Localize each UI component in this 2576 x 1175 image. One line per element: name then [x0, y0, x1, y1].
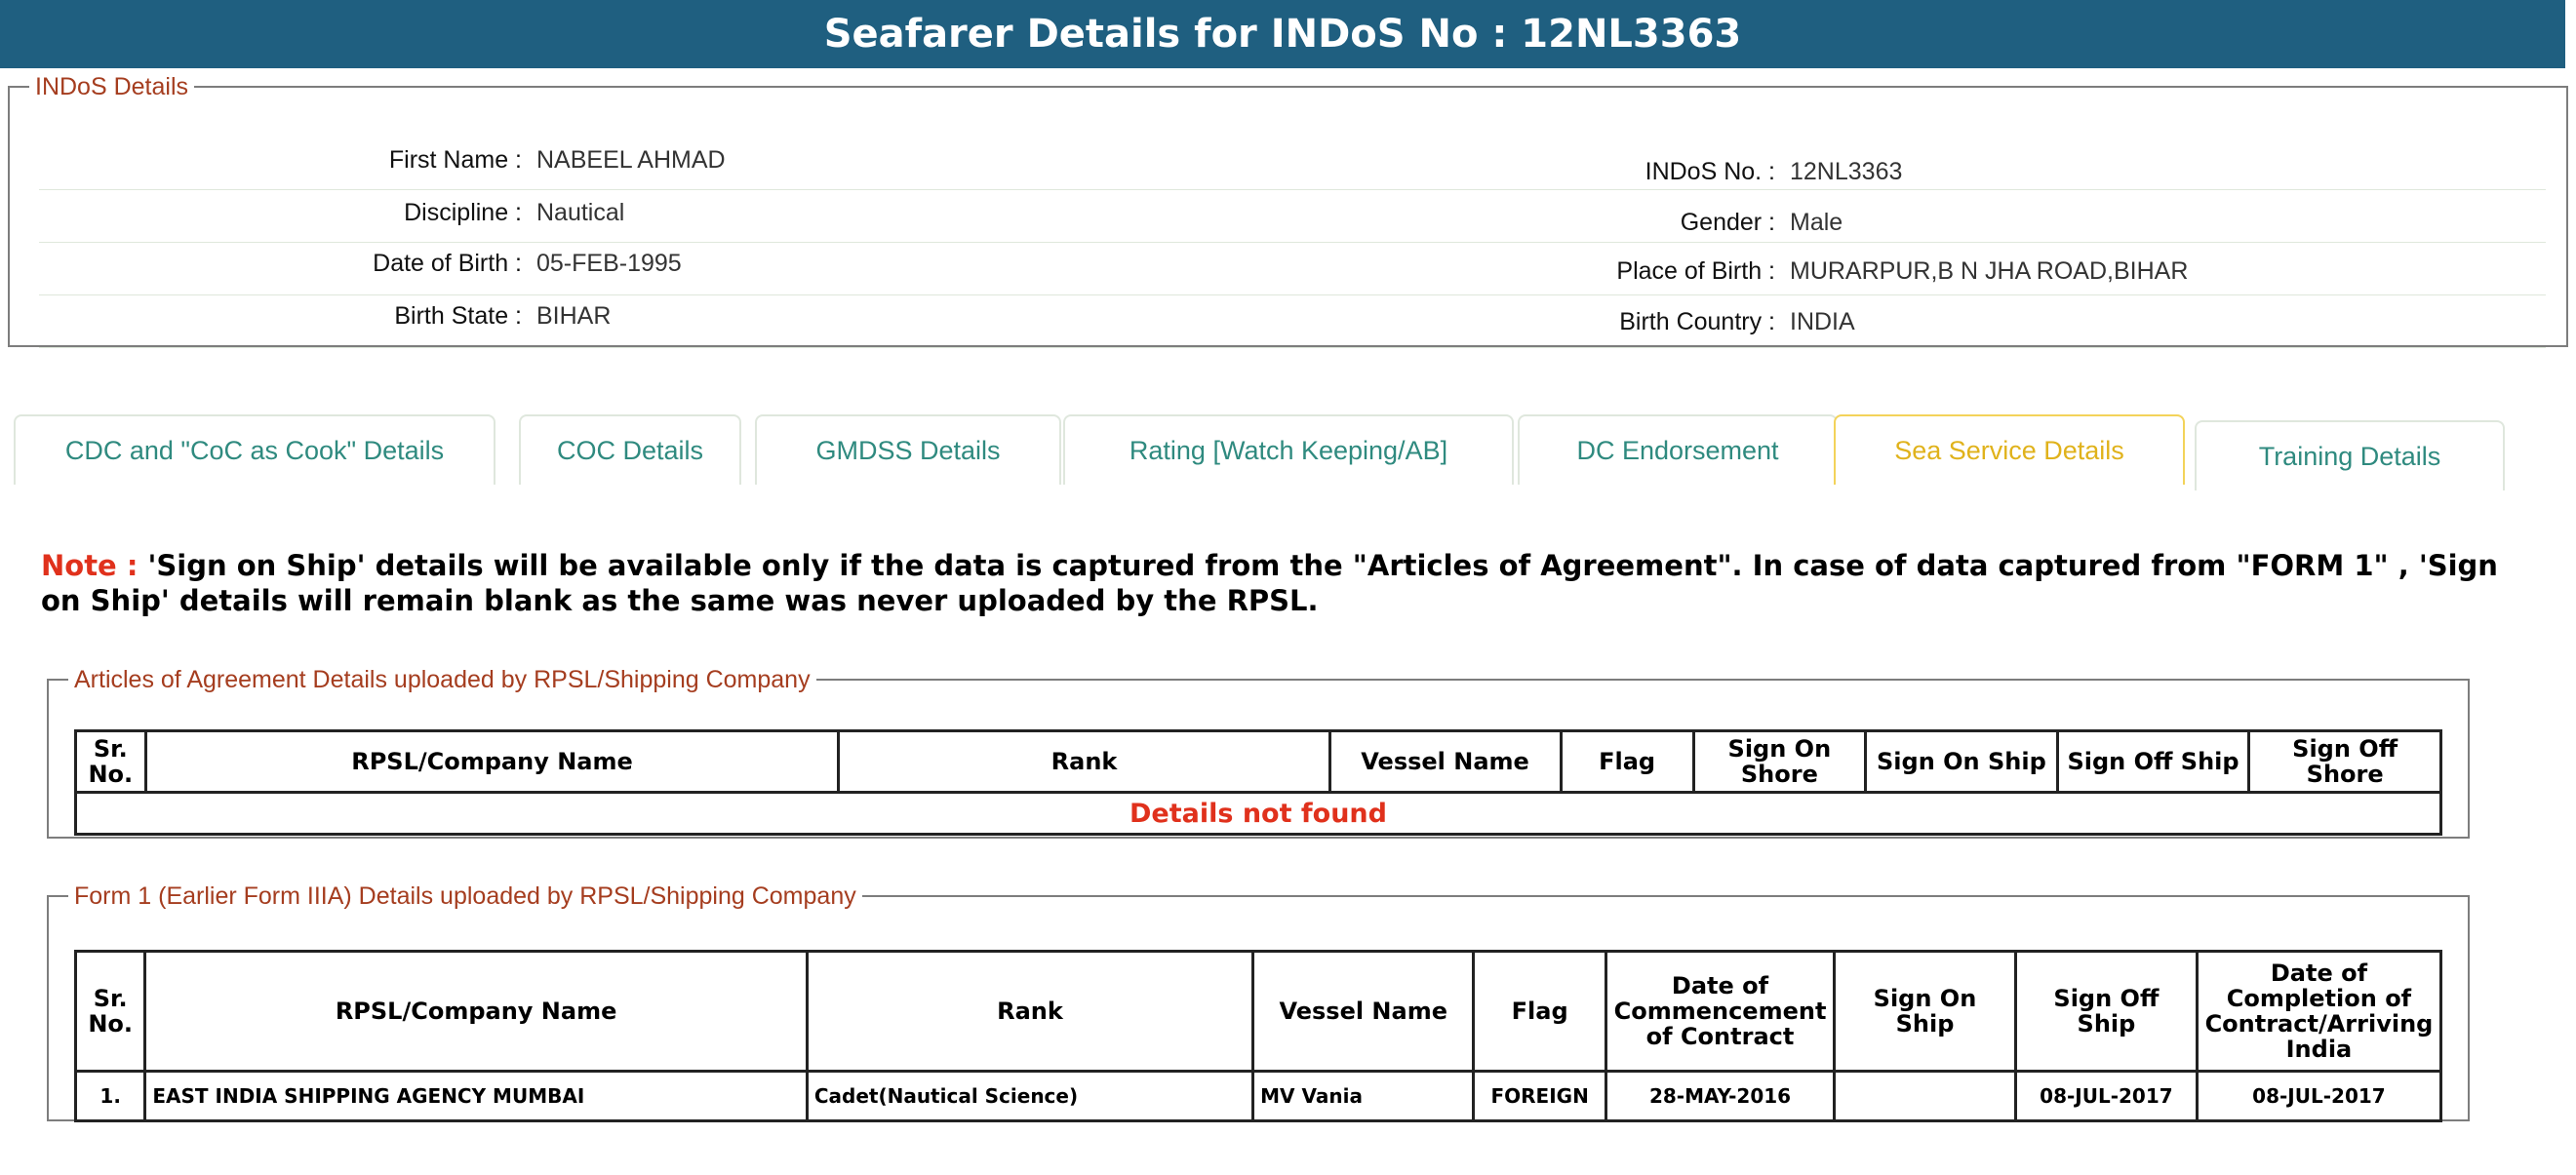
dob-value: 05-FEB-1995 [536, 250, 682, 277]
col-date-of-commencement: Date of Commencement of Contract [1606, 952, 1835, 1072]
birth-country-value: INDIA [1790, 308, 1855, 335]
col-company-name: RPSL/Company Name [145, 952, 807, 1072]
tab-cdc-details[interactable]: CDC and "CoC as Cook" Details [14, 414, 495, 485]
col-flag: Flag [1474, 952, 1606, 1072]
completion-date-cell: 08-JUL-2017 [2197, 1072, 2440, 1121]
first-name-value: NABEEL AHMAD [536, 146, 726, 174]
articles-header-row [76, 731, 2441, 793]
articles-legend: Articles of Agreement Details uploaded by RPSL/Shipping Company [74, 666, 811, 693]
col-sign-off-ship: Sign Off Ship [2057, 731, 2249, 793]
tab-rating-watch-keeping[interactable]: Rating [Watch Keeping/AB] [1063, 414, 1514, 485]
col-rank: Rank [807, 952, 1252, 1072]
gender-value: Male [1790, 209, 1843, 236]
flag-cell: FOREIGN [1474, 1072, 1606, 1121]
indos-no-label: INDoS No. : [1645, 158, 1775, 185]
articles-of-agreement-panel [47, 665, 2470, 839]
indos-no-value: 12NL3363 [1790, 158, 1903, 185]
detail-row [39, 244, 2546, 295]
indos-details-legend: INDoS Details [35, 73, 188, 100]
tab-gmdss-details[interactable]: GMDSS Details [755, 414, 1061, 485]
col-vessel-name: Vessel Name [1253, 952, 1474, 1072]
commencement-date-cell: 28-MAY-2016 [1606, 1072, 1835, 1121]
col-flag: Flag [1561, 731, 1693, 793]
page-title: Seafarer Details for INDoS No : 12NL3363 [0, 0, 2565, 68]
first-name-label: First Name : [388, 146, 522, 174]
details-not-found-message: Details not found [76, 793, 2441, 835]
tab-training-details[interactable]: Training Details [2195, 420, 2505, 490]
detail-row [39, 191, 2546, 243]
col-sr-no: Sr. No. [76, 952, 145, 1072]
discipline-value: Nautical [536, 199, 625, 226]
details-tabs [14, 414, 2569, 492]
tab-dc-endorsement[interactable]: DC Endorsement [1518, 414, 1838, 485]
table-row [76, 1072, 2441, 1121]
col-sign-on-shore: Sign On Shore [1693, 731, 1865, 793]
place-of-birth-label: Place of Birth : [1616, 257, 1775, 285]
form1-panel [47, 881, 2470, 1121]
col-sign-off-shore: Sign Off Shore [2249, 731, 2441, 793]
tab-sea-service-details[interactable]: Sea Service Details [1834, 414, 2185, 485]
form1-header-row [76, 952, 2441, 1072]
form1-table [74, 950, 2442, 1122]
articles-table [74, 729, 2442, 836]
birth-state-value: BIHAR [536, 302, 612, 330]
detail-row [39, 138, 2546, 190]
sign-on-ship-cell [1835, 1072, 2016, 1121]
indos-details-panel [8, 72, 2568, 347]
dob-label: Date of Birth : [373, 250, 522, 277]
col-sign-on-ship: Sign On Ship [1835, 952, 2016, 1072]
birth-state-label: Birth State : [394, 302, 522, 330]
birth-country-label: Birth Country : [1619, 308, 1775, 335]
vessel-name-cell: MV Vania [1253, 1072, 1474, 1121]
sr-no-cell: 1. [76, 1072, 145, 1121]
note-text: 'Sign on Ship' details will be available only if the data is captured from the "Articles of Agreement". In case of data captured from "FORM 1" , 'Sign on Ship' details will remain blank as the same was never uploaded by the RPSL. [41, 549, 2498, 617]
col-sign-on-ship: Sign On Ship [1866, 731, 2058, 793]
form1-legend: Form 1 (Earlier Form IIIA) Details uploaded by RPSL/Shipping Company [74, 882, 856, 910]
sign-on-ship-note [41, 548, 2538, 618]
tab-coc-details[interactable]: COC Details [519, 414, 741, 485]
col-sign-off-ship: Sign Off Ship [2015, 952, 2197, 1072]
company-name-cell: EAST INDIA SHIPPING AGENCY MUMBAI [145, 1072, 807, 1121]
note-label: Note : [41, 549, 139, 582]
col-sr-no: Sr. No. [76, 731, 146, 793]
gender-label: Gender : [1680, 209, 1775, 236]
discipline-label: Discipline : [404, 199, 522, 226]
sign-off-ship-cell: 08-JUL-2017 [2015, 1072, 2197, 1121]
place-of-birth-value: MURARPUR,B N JHA ROAD,BIHAR [1790, 257, 2189, 285]
col-company-name: RPSL/Company Name [145, 731, 839, 793]
detail-row [39, 296, 2546, 348]
articles-empty-row [76, 793, 2441, 835]
col-date-of-completion: Date of Completion of Contract/Arriving India [2197, 952, 2440, 1072]
col-vessel-name: Vessel Name [1329, 731, 1561, 793]
rank-cell: Cadet(Nautical Science) [807, 1072, 1252, 1121]
col-rank: Rank [839, 731, 1329, 793]
